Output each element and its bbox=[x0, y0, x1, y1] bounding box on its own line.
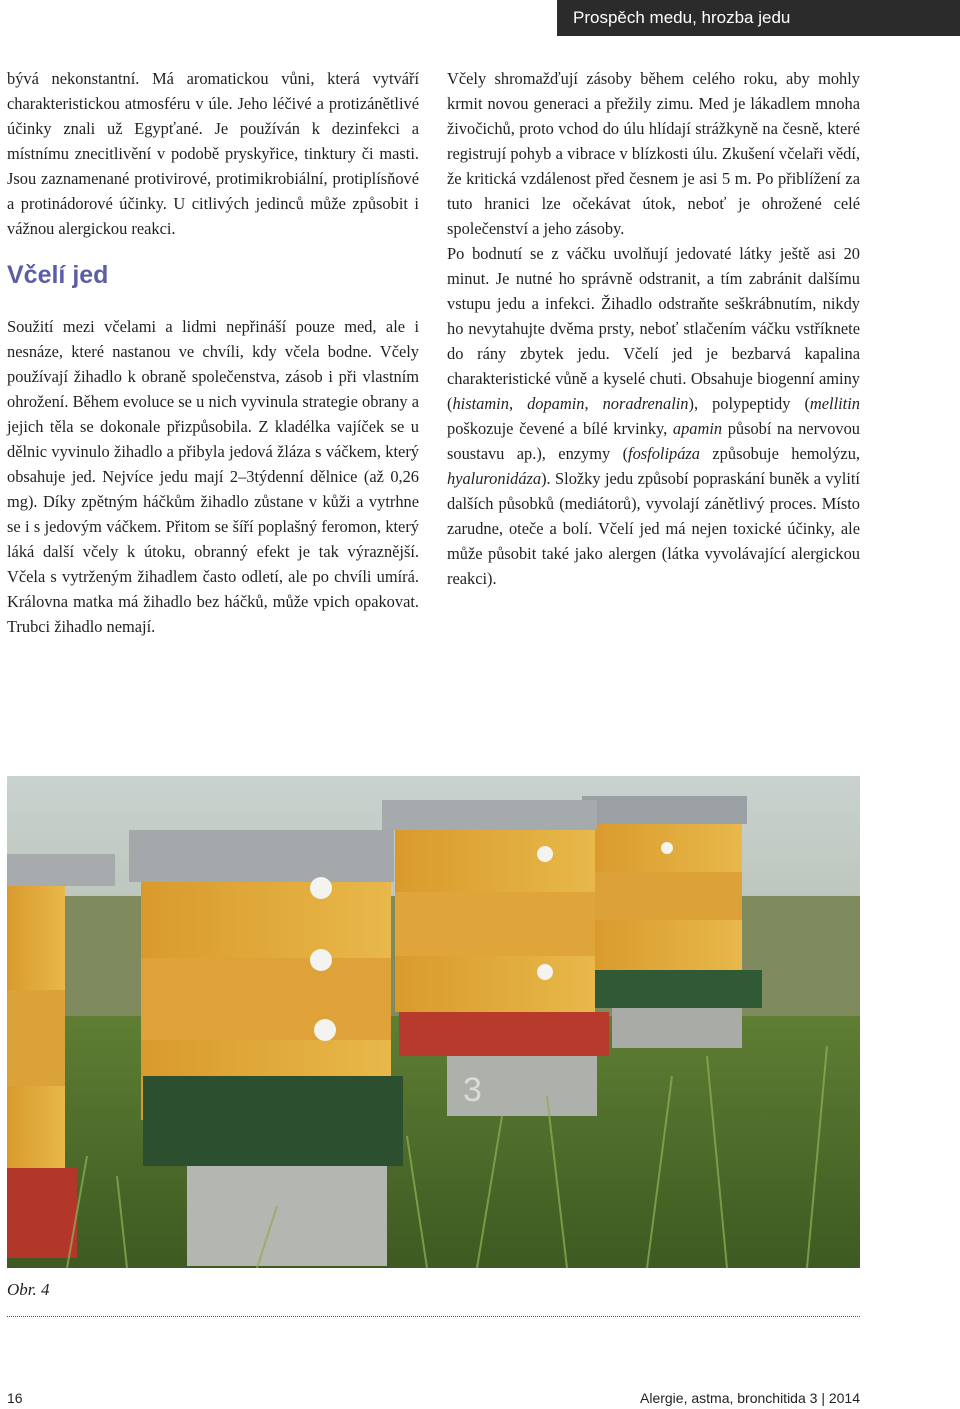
section-heading: Včelí jed bbox=[7, 261, 109, 289]
journal-footer: Alergie, astma, bronchitida 3 | 2014 bbox=[640, 1390, 860, 1406]
paragraph-hive-defense: Včely shromažďují zásoby během celého roku, aby mohly krmit novou generaci a přežily zimu. Med je lákadlem mnoha živočichů, proto vchod do úlu hlídají strážkyně na česně, které registrují pohyb a vibrace v blízkosti úlu. Zkušení včelaři vědí, že kritická vzdálenost před česnem je asi 5 m. Po přiblížení za tuto hranici lze očekávat útok, neboť je ohrožené celé společenství a jeho zásoby. bbox=[447, 69, 860, 238]
paragraph-bee-sting: Soužití mezi včelami a lidmi nepřináší pouze med, ale i nesnáze, které nastanou ve chvíli, kdy včela bodne. Včely používají žihadlo k obraně společenstva, zásob i při vlastním ohrožení. Během evoluce se u nich vyvinula strategie obrany a jejich těla se dokonale přizpůsobila. Z kladélka vajíček se u dělnic vyvinulo žihadlo a přibyla jedová žláza s váčkem, který obsahuje jed. Nejvíce jedu mají 2–3týdenní dělnice (až 0,26 mg). Díky zpětným háčkům žihadlo zůstane v kůži a vytrhne se i s jedovým váčkem. Přitom se šíří poplašný feromon, který láká další včely k útoku, obranný efekt je tak výraznější. Včela s vytrženým žihadlem často odletí, ale po chvíli umírá. Královna matka má žihadlo bez háčků, může vpich opakovat. Trubci žihadlo nemají. bbox=[7, 317, 419, 636]
figure-caption: Obr. 4 bbox=[7, 1280, 50, 1299]
running-header: Prospěch medu, hrozba jedu bbox=[557, 0, 960, 36]
hive-number-label: 3 bbox=[463, 1071, 482, 1109]
page-number: 16 bbox=[7, 1390, 23, 1406]
paragraph-propolis: bývá nekonstantní. Má aromatickou vůni, která vytváří charakteristickou atmosféru v úle. Jeho léčivé a protizánětlivé účinky znali už Egypťané. Je používán k dezinfekci a místnímu znecitlivění v podobě pryskyřice, tinktury či masti. Jsou zaznamenané protivirové, protimikrobiální, protiplísňové a protinádorové účinky. U citlivých jedinců může způsobit i vážnou alergickou reakci. bbox=[7, 69, 419, 238]
left-column bbox=[7, 66, 419, 639]
beehives-photo bbox=[7, 776, 860, 1268]
dotted-divider bbox=[7, 1316, 860, 1317]
right-column bbox=[447, 66, 860, 591]
paragraph-venom: Po bodnutí se z váčku uvolňují jedovaté látky ještě asi 20 minut. Je nutné ho správně odstranit, a tím zabránit dalšímu vstupu jedu a infekci. Žihadlo odstraňte seškrábnutím, nikdy ho nevytahujte dvěma prsty, neboť stlačením váčku vstříknete do rány zbytek jedu. Včelí jed je bezbarvá kapalina charakteristické vůně a kyselé chuti. Obsahuje biogenní aminy (histamin, dopamin, noradrenalin), polypeptidy (mellitin poškozuje čevené a bílé krvinky, apamin působí na nervovou soustavu ap.), enzymy (fosfolipáza způsobuje hemolýzu, hyaluronidáza). Složky jedu způsobí popraskání buněk a vylití dalších působků (mediátorů), vyvolají zánětlivý proces. Místo zarudne, oteče a bolí. Včelí jed má nejen toxické účinky, ale může působit také jako alergen (látka vyvolávající alergickou reakci). bbox=[447, 244, 861, 588]
